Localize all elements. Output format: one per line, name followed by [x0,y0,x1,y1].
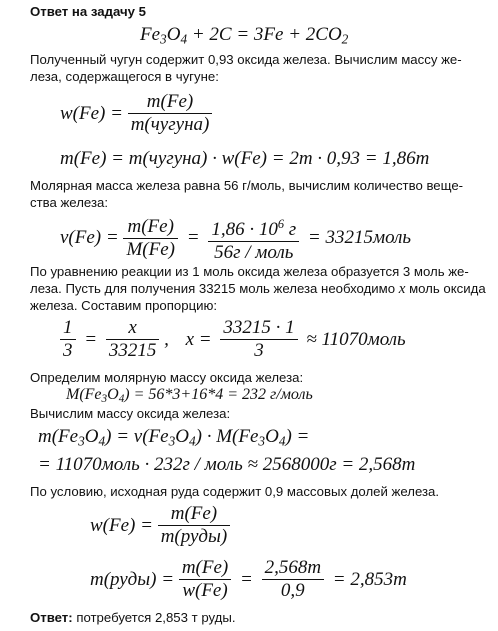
fraction-denominator: 0,9 [262,579,324,601]
formula-molar-mass: $M(Fe_3O_4) = 56*3+16*4 = 232$ г/моль [66,386,313,405]
paragraph-3-line-1: По уравнению реакции из 1 моль оксида железа образуется 3 моль же- [30,264,469,279]
formula-lhs: m(руды) = [90,568,175,590]
formula-mass-fraction [60,92,212,135]
fraction-3 [220,318,297,361]
fraction-denominator: M(Fe) [123,238,178,260]
fraction-2 [106,318,160,361]
paragraph-1-line-2: леза, содержащегося в чугуне: [30,69,219,84]
paragraph-1-line-1: Полученный чугун содержит 0,93 оксида железа. Вычислим массу же- [30,52,462,67]
x-equals: x = [185,328,212,350]
separator-comma: , [164,328,169,350]
fraction-denominator: 3 [60,339,76,361]
fraction-numerator: m(Fe) [146,91,194,112]
fraction-numerator: 1 [63,317,73,338]
fraction-denominator: w(Fe) [179,579,231,601]
equals-sign: = [186,227,200,249]
formula-proportion [60,318,406,361]
fraction-1 [179,558,231,601]
paragraph-2-line-1: Молярная масса железа равна 56 г/моль, вычислим количество веще- [30,178,464,193]
fraction-numerator: m(Fe) [181,557,229,578]
answer-line [30,610,236,626]
equals-sign: = [239,568,253,590]
fraction-1 [60,318,76,361]
answer-label: Ответ: [30,610,73,625]
heading: Ответ на задачу 5 [30,4,146,19]
fraction-2 [208,214,299,263]
fraction-denominator: 33215 [106,339,160,361]
fraction-numerator [208,214,299,241]
formula-rhs: = 2,853т [332,568,407,590]
paragraph-3-line-3: железа. Составим пропорцию: [30,298,218,313]
answer-text: потребуется 2,853 т руды. [72,610,236,625]
paragraph-4: Определим молярную массу оксида железа: [30,370,304,385]
formula-lhs: ν(Fe) = [60,227,119,249]
fraction-numerator: 2,568т [264,557,322,578]
fraction-denominator: m(руды) [158,525,230,547]
paragraph-3-line-2 [30,281,486,297]
formula-amount-of-iron [60,214,411,263]
fraction-numerator: x [128,317,137,338]
formula-oxide-mass-2: = 11070моль · 232г / моль ≈ 2568000г = 2,568т [38,454,416,475]
variable-x: x [398,281,406,297]
fraction [128,92,213,135]
paragraph-2-line-2: ства железа: [30,195,108,210]
formula-iron-mass: m(Fe) = m(чугуна) · w(Fe) = 2m · 0,93 = 1,86m [60,148,430,169]
formula-lhs: w(Fe) = [60,102,123,124]
numerator-unit: г [283,218,297,240]
fraction-denominator: m(чугуна) [128,113,213,135]
reaction-equation: $Fe_3O_4 + 2C = 3Fe + 2CO_2$ [140,24,349,47]
fraction-2 [262,558,324,601]
formula-rhs: = 33215моль [307,227,412,249]
formula-lhs: w(Fe) = [90,514,153,536]
paragraph-6: По условию, исходная руда содержит 0,9 массовых долей железа. [30,484,440,499]
fraction [158,504,230,547]
text-part: моль оксида [405,281,486,296]
fraction-1 [123,217,178,260]
formula-oxide-mass-1: $m(Fe_3O_4) = \nu(Fe_3O_4) \cdot M(Fe_3O_4)$ = [38,426,310,449]
fraction-denominator: 56г / моль [208,241,299,263]
formula-mass-fraction-ore [90,504,230,547]
fraction-numerator: 33215 · 1 [223,317,295,338]
numerator-exponent: 6 [277,217,284,231]
fraction-denominator: 3 [220,339,297,361]
formula-rhs: ≈ 11070моль [306,328,406,350]
fraction-numerator: m(Fe) [170,503,218,524]
text-part: леза. Пусть для получения 33215 моль железа необходимо [30,281,399,296]
equals-sign: = [84,328,98,350]
paragraph-5: Вычислим массу оксида железа: [30,406,231,421]
fraction-numerator: m(Fe) [127,215,174,237]
formula-ore-mass [90,558,407,601]
numerator-base: 1,86 · 10 [211,218,278,240]
